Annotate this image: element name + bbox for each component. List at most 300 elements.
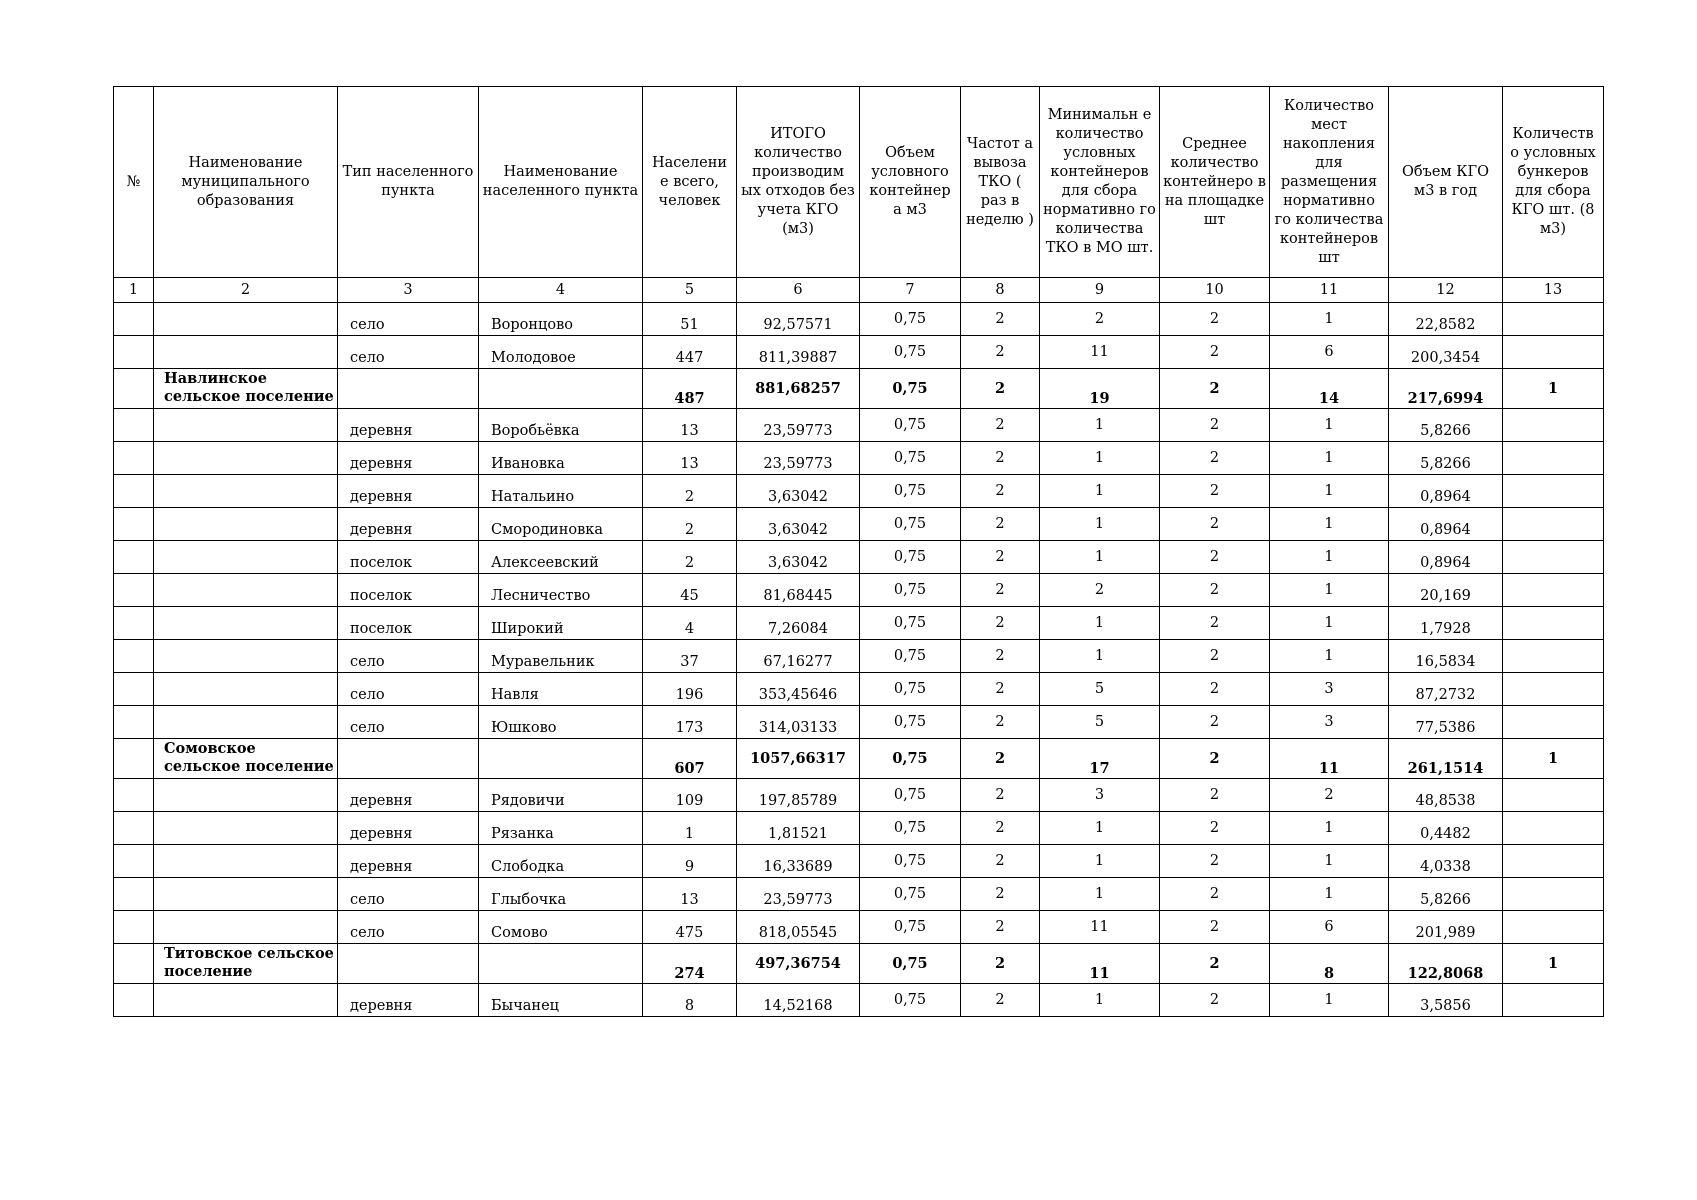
settlement-row xyxy=(114,541,1604,574)
kgo-bunkers-cell xyxy=(1503,911,1604,944)
population-cell: 2 xyxy=(643,508,737,541)
column-number: 8 xyxy=(961,278,1040,303)
population-cell: 9 xyxy=(643,845,737,878)
population-cell: 173 xyxy=(643,706,737,739)
kgo-bunkers-cell xyxy=(1503,673,1604,706)
container-volume-cell: 0,75 xyxy=(860,640,961,673)
header-row xyxy=(114,87,1604,278)
settlement-type-cell: поселок xyxy=(338,574,479,607)
settlement-name-cell: Слободка xyxy=(479,845,643,878)
settlement-name-cell xyxy=(479,944,643,984)
pickup-frequency-cell: 2 xyxy=(961,336,1040,369)
settlement-type-cell: деревня xyxy=(338,508,479,541)
settlement-name-cell: Лесничество xyxy=(479,574,643,607)
pickup-frequency-cell: 2 xyxy=(961,508,1040,541)
avg-containers-cell: 2 xyxy=(1160,878,1270,911)
population-cell: 13 xyxy=(643,878,737,911)
collection-places-cell: 6 xyxy=(1270,911,1389,944)
kgo-volume-cell: 261,1514 xyxy=(1389,739,1503,779)
population-cell: 607 xyxy=(643,739,737,779)
municipality-cell xyxy=(154,911,338,944)
population-cell: 51 xyxy=(643,303,737,336)
kgo-volume-cell: 3,5856 xyxy=(1389,984,1503,1017)
row-number-cell xyxy=(114,303,154,336)
row-number-cell xyxy=(114,541,154,574)
municipality-cell xyxy=(154,574,338,607)
settlement-type-cell: село xyxy=(338,878,479,911)
avg-containers-cell: 2 xyxy=(1160,303,1270,336)
collection-places-cell: 3 xyxy=(1270,706,1389,739)
column-number: 10 xyxy=(1160,278,1270,303)
column-number: 9 xyxy=(1040,278,1160,303)
pickup-frequency-cell: 2 xyxy=(961,369,1040,409)
pickup-frequency-cell: 2 xyxy=(961,739,1040,779)
settlement-row xyxy=(114,984,1604,1017)
settlement-name-cell: Юшково xyxy=(479,706,643,739)
settlement-type-cell xyxy=(338,369,479,409)
container-volume-cell: 0,75 xyxy=(860,673,961,706)
column-number: 4 xyxy=(479,278,643,303)
settlement-name-cell xyxy=(479,369,643,409)
min-containers-cell: 1 xyxy=(1040,878,1160,911)
total-waste-cell: 81,68445 xyxy=(737,574,860,607)
kgo-bunkers-cell xyxy=(1503,984,1604,1017)
settlement-type-cell: деревня xyxy=(338,812,479,845)
col-header-collection-places: Количество мест накопления для размещения нормативно го количества контейнеров шт xyxy=(1270,87,1389,278)
pickup-frequency-cell: 2 xyxy=(961,574,1040,607)
pickup-frequency-cell: 2 xyxy=(961,706,1040,739)
avg-containers-cell: 2 xyxy=(1160,706,1270,739)
settlement-type-cell: деревня xyxy=(338,475,479,508)
avg-containers-cell: 2 xyxy=(1160,508,1270,541)
min-containers-cell: 11 xyxy=(1040,336,1160,369)
col-header-total-waste: ИТОГО количество производим ых отходов без учета КГО (м3) xyxy=(737,87,860,278)
kgo-bunkers-cell xyxy=(1503,303,1604,336)
total-waste-cell: 14,52168 xyxy=(737,984,860,1017)
pickup-frequency-cell: 2 xyxy=(961,944,1040,984)
total-waste-cell: 353,45646 xyxy=(737,673,860,706)
municipality-cell xyxy=(154,442,338,475)
column-number: 7 xyxy=(860,278,961,303)
column-number: 6 xyxy=(737,278,860,303)
population-cell: 196 xyxy=(643,673,737,706)
settlement-name-cell: Навля xyxy=(479,673,643,706)
avg-containers-cell: 2 xyxy=(1160,640,1270,673)
population-cell: 4 xyxy=(643,607,737,640)
municipality-cell: Навлинское сельское поселение xyxy=(154,369,338,409)
collection-places-cell: 3 xyxy=(1270,673,1389,706)
kgo-bunkers-cell xyxy=(1503,878,1604,911)
min-containers-cell: 1 xyxy=(1040,984,1160,1017)
settlement-type-cell: село xyxy=(338,706,479,739)
population-cell: 37 xyxy=(643,640,737,673)
min-containers-cell: 1 xyxy=(1040,640,1160,673)
kgo-bunkers-cell xyxy=(1503,409,1604,442)
container-volume-cell: 0,75 xyxy=(860,574,961,607)
column-number: 2 xyxy=(154,278,338,303)
min-containers-cell: 5 xyxy=(1040,673,1160,706)
kgo-bunkers-cell xyxy=(1503,845,1604,878)
avg-containers-cell: 2 xyxy=(1160,442,1270,475)
settlement-type-cell xyxy=(338,739,479,779)
col-header-population: Населени е всего, человек xyxy=(643,87,737,278)
avg-containers-cell: 2 xyxy=(1160,845,1270,878)
kgo-bunkers-cell: 1 xyxy=(1503,739,1604,779)
kgo-volume-cell: 200,3454 xyxy=(1389,336,1503,369)
kgo-volume-cell: 0,8964 xyxy=(1389,541,1503,574)
min-containers-cell: 19 xyxy=(1040,369,1160,409)
min-containers-cell: 3 xyxy=(1040,779,1160,812)
settlement-type-cell: село xyxy=(338,673,479,706)
row-number-cell xyxy=(114,779,154,812)
settlement-name-cell: Ивановка xyxy=(479,442,643,475)
min-containers-cell: 1 xyxy=(1040,812,1160,845)
settlement-name-cell: Рядовичи xyxy=(479,779,643,812)
kgo-bunkers-cell xyxy=(1503,779,1604,812)
pickup-frequency-cell: 2 xyxy=(961,779,1040,812)
min-containers-cell: 1 xyxy=(1040,607,1160,640)
population-cell: 487 xyxy=(643,369,737,409)
collection-places-cell: 1 xyxy=(1270,541,1389,574)
total-waste-cell: 7,26084 xyxy=(737,607,860,640)
collection-places-cell: 1 xyxy=(1270,442,1389,475)
collection-places-cell: 1 xyxy=(1270,574,1389,607)
total-waste-cell: 314,03133 xyxy=(737,706,860,739)
municipality-cell xyxy=(154,607,338,640)
settlement-type-cell: деревня xyxy=(338,779,479,812)
column-number: 1 xyxy=(114,278,154,303)
col-header-kgo-bunkers: Количеств о условных бункеров для сбора КГО шт. (8 м3) xyxy=(1503,87,1604,278)
kgo-volume-cell: 0,8964 xyxy=(1389,508,1503,541)
municipality-cell xyxy=(154,878,338,911)
kgo-bunkers-cell: 1 xyxy=(1503,369,1604,409)
avg-containers-cell: 2 xyxy=(1160,574,1270,607)
municipality-cell: Титовское сельское поселение xyxy=(154,944,338,984)
min-containers-cell: 17 xyxy=(1040,739,1160,779)
column-number: 3 xyxy=(338,278,479,303)
settlement-name-cell xyxy=(479,739,643,779)
row-number-cell xyxy=(114,336,154,369)
pickup-frequency-cell: 2 xyxy=(961,878,1040,911)
collection-places-cell: 1 xyxy=(1270,812,1389,845)
kgo-volume-cell: 48,8538 xyxy=(1389,779,1503,812)
pickup-frequency-cell: 2 xyxy=(961,812,1040,845)
total-waste-cell: 811,39887 xyxy=(737,336,860,369)
total-waste-cell: 3,63042 xyxy=(737,508,860,541)
collection-places-cell: 2 xyxy=(1270,779,1389,812)
min-containers-cell: 1 xyxy=(1040,409,1160,442)
container-volume-cell: 0,75 xyxy=(860,369,961,409)
avg-containers-cell: 2 xyxy=(1160,607,1270,640)
min-containers-cell: 2 xyxy=(1040,303,1160,336)
settlement-row xyxy=(114,812,1604,845)
avg-containers-cell: 2 xyxy=(1160,911,1270,944)
collection-places-cell: 1 xyxy=(1270,508,1389,541)
population-cell: 8 xyxy=(643,984,737,1017)
min-containers-cell: 5 xyxy=(1040,706,1160,739)
settlement-type-cell: деревня xyxy=(338,442,479,475)
container-volume-cell: 0,75 xyxy=(860,336,961,369)
settlement-type-cell: село xyxy=(338,911,479,944)
col-header-settlement-type: Тип населенного пункта xyxy=(338,87,479,278)
row-number-cell xyxy=(114,574,154,607)
kgo-bunkers-cell: 1 xyxy=(1503,944,1604,984)
collection-places-cell: 14 xyxy=(1270,369,1389,409)
settlement-name-cell: Муравельник xyxy=(479,640,643,673)
container-volume-cell: 0,75 xyxy=(860,607,961,640)
kgo-bunkers-cell xyxy=(1503,640,1604,673)
container-volume-cell: 0,75 xyxy=(860,845,961,878)
avg-containers-cell: 2 xyxy=(1160,475,1270,508)
municipality-cell xyxy=(154,673,338,706)
pickup-frequency-cell: 2 xyxy=(961,911,1040,944)
container-volume-cell: 0,75 xyxy=(860,442,961,475)
pickup-frequency-cell: 2 xyxy=(961,442,1040,475)
avg-containers-cell: 2 xyxy=(1160,369,1270,409)
pickup-frequency-cell: 2 xyxy=(961,475,1040,508)
settlement-name-cell: Алексеевский xyxy=(479,541,643,574)
pickup-frequency-cell: 2 xyxy=(961,303,1040,336)
row-number-cell xyxy=(114,640,154,673)
container-volume-cell: 0,75 xyxy=(860,739,961,779)
pickup-frequency-cell: 2 xyxy=(961,845,1040,878)
settlement-row xyxy=(114,706,1604,739)
col-header-municipality: Наименование муниципального образования xyxy=(154,87,338,278)
avg-containers-cell: 2 xyxy=(1160,673,1270,706)
min-containers-cell: 1 xyxy=(1040,508,1160,541)
settlement-type-cell xyxy=(338,944,479,984)
pickup-frequency-cell: 2 xyxy=(961,541,1040,574)
avg-containers-cell: 2 xyxy=(1160,812,1270,845)
collection-places-cell: 1 xyxy=(1270,984,1389,1017)
settlement-name-cell: Сомово xyxy=(479,911,643,944)
kgo-bunkers-cell xyxy=(1503,574,1604,607)
population-cell: 13 xyxy=(643,409,737,442)
population-cell: 2 xyxy=(643,475,737,508)
settlement-row xyxy=(114,574,1604,607)
row-number-cell xyxy=(114,845,154,878)
kgo-bunkers-cell xyxy=(1503,706,1604,739)
min-containers-cell: 11 xyxy=(1040,944,1160,984)
total-waste-cell: 1057,66317 xyxy=(737,739,860,779)
pickup-frequency-cell: 2 xyxy=(961,409,1040,442)
column-number-row xyxy=(114,278,1604,303)
settlement-name-cell: Бычанец xyxy=(479,984,643,1017)
settlement-row xyxy=(114,878,1604,911)
kgo-bunkers-cell xyxy=(1503,607,1604,640)
settlement-type-cell: деревня xyxy=(338,409,479,442)
kgo-volume-cell: 5,8266 xyxy=(1389,878,1503,911)
settlement-row xyxy=(114,607,1604,640)
kgo-bunkers-cell xyxy=(1503,336,1604,369)
row-number-cell xyxy=(114,706,154,739)
settlement-row xyxy=(114,409,1604,442)
row-number-cell xyxy=(114,878,154,911)
column-number: 11 xyxy=(1270,278,1389,303)
row-number-cell xyxy=(114,409,154,442)
container-volume-cell: 0,75 xyxy=(860,508,961,541)
pickup-frequency-cell: 2 xyxy=(961,673,1040,706)
avg-containers-cell: 2 xyxy=(1160,739,1270,779)
settlement-type-cell: село xyxy=(338,336,479,369)
settlement-type-cell: поселок xyxy=(338,607,479,640)
settlement-name-cell: Воробьёвка xyxy=(479,409,643,442)
row-number-cell xyxy=(114,984,154,1017)
collection-places-cell: 1 xyxy=(1270,475,1389,508)
population-cell: 1 xyxy=(643,812,737,845)
kgo-volume-cell: 16,5834 xyxy=(1389,640,1503,673)
avg-containers-cell: 2 xyxy=(1160,944,1270,984)
total-waste-cell: 23,59773 xyxy=(737,409,860,442)
settlement-row xyxy=(114,779,1604,812)
settlement-row xyxy=(114,911,1604,944)
total-waste-cell: 23,59773 xyxy=(737,878,860,911)
total-waste-cell: 67,16277 xyxy=(737,640,860,673)
settlement-row xyxy=(114,442,1604,475)
collection-places-cell: 6 xyxy=(1270,336,1389,369)
min-containers-cell: 1 xyxy=(1040,442,1160,475)
kgo-volume-cell: 20,169 xyxy=(1389,574,1503,607)
waste-table xyxy=(113,86,1604,1017)
container-volume-cell: 0,75 xyxy=(860,475,961,508)
row-number-cell xyxy=(114,607,154,640)
municipality-total-row xyxy=(114,369,1604,409)
kgo-volume-cell: 217,6994 xyxy=(1389,369,1503,409)
row-number-cell xyxy=(114,812,154,845)
col-header-kgo-volume: Объем КГО м3 в год xyxy=(1389,87,1503,278)
collection-places-cell: 8 xyxy=(1270,944,1389,984)
kgo-volume-cell: 87,2732 xyxy=(1389,673,1503,706)
total-waste-cell: 16,33689 xyxy=(737,845,860,878)
container-volume-cell: 0,75 xyxy=(860,706,961,739)
kgo-bunkers-cell xyxy=(1503,508,1604,541)
row-number-cell xyxy=(114,944,154,984)
municipality-total-row xyxy=(114,739,1604,779)
total-waste-cell: 497,36754 xyxy=(737,944,860,984)
kgo-bunkers-cell xyxy=(1503,442,1604,475)
kgo-volume-cell: 4,0338 xyxy=(1389,845,1503,878)
row-number-cell xyxy=(114,369,154,409)
container-volume-cell: 0,75 xyxy=(860,878,961,911)
settlement-row xyxy=(114,845,1604,878)
settlement-row xyxy=(114,640,1604,673)
avg-containers-cell: 2 xyxy=(1160,984,1270,1017)
total-waste-cell: 3,63042 xyxy=(737,541,860,574)
settlement-name-cell: Смородиновка xyxy=(479,508,643,541)
pickup-frequency-cell: 2 xyxy=(961,984,1040,1017)
settlement-name-cell: Широкий xyxy=(479,607,643,640)
collection-places-cell: 1 xyxy=(1270,878,1389,911)
col-header-number: № xyxy=(114,87,154,278)
collection-places-cell: 1 xyxy=(1270,845,1389,878)
municipality-total-row xyxy=(114,944,1604,984)
municipality-cell xyxy=(154,303,338,336)
municipality-cell xyxy=(154,845,338,878)
collection-places-cell: 1 xyxy=(1270,640,1389,673)
avg-containers-cell: 2 xyxy=(1160,541,1270,574)
collection-places-cell: 1 xyxy=(1270,409,1389,442)
settlement-type-cell: деревня xyxy=(338,984,479,1017)
settlement-type-cell: поселок xyxy=(338,541,479,574)
col-header-avg-containers: Среднее количество контейнеро в на площадке шт xyxy=(1160,87,1270,278)
min-containers-cell: 2 xyxy=(1040,574,1160,607)
settlement-name-cell: Воронцово xyxy=(479,303,643,336)
municipality-cell xyxy=(154,475,338,508)
kgo-volume-cell: 0,8964 xyxy=(1389,475,1503,508)
total-waste-cell: 197,85789 xyxy=(737,779,860,812)
avg-containers-cell: 2 xyxy=(1160,409,1270,442)
municipality-cell xyxy=(154,541,338,574)
total-waste-cell: 23,59773 xyxy=(737,442,860,475)
column-number: 13 xyxy=(1503,278,1604,303)
population-cell: 274 xyxy=(643,944,737,984)
min-containers-cell: 1 xyxy=(1040,475,1160,508)
settlement-type-cell: деревня xyxy=(338,845,479,878)
settlement-name-cell: Натальино xyxy=(479,475,643,508)
settlement-type-cell: село xyxy=(338,640,479,673)
settlement-name-cell: Рязанка xyxy=(479,812,643,845)
row-number-cell xyxy=(114,911,154,944)
container-volume-cell: 0,75 xyxy=(860,409,961,442)
col-header-min-containers: Минимальн е количество условных контейнеров для сбора нормативно го количества ТКО в МО шт. xyxy=(1040,87,1160,278)
settlement-row xyxy=(114,475,1604,508)
collection-places-cell: 11 xyxy=(1270,739,1389,779)
avg-containers-cell: 2 xyxy=(1160,779,1270,812)
municipality-cell xyxy=(154,336,338,369)
municipality-cell xyxy=(154,984,338,1017)
settlement-name-cell: Молодовое xyxy=(479,336,643,369)
kgo-bunkers-cell xyxy=(1503,541,1604,574)
min-containers-cell: 1 xyxy=(1040,541,1160,574)
kgo-volume-cell: 201,989 xyxy=(1389,911,1503,944)
settlement-row xyxy=(114,508,1604,541)
row-number-cell xyxy=(114,739,154,779)
municipality-cell xyxy=(154,409,338,442)
collection-places-cell: 1 xyxy=(1270,607,1389,640)
column-number: 5 xyxy=(643,278,737,303)
population-cell: 45 xyxy=(643,574,737,607)
kgo-volume-cell: 1,7928 xyxy=(1389,607,1503,640)
min-containers-cell: 1 xyxy=(1040,845,1160,878)
population-cell: 447 xyxy=(643,336,737,369)
avg-containers-cell: 2 xyxy=(1160,336,1270,369)
total-waste-cell: 818,05545 xyxy=(737,911,860,944)
settlement-type-cell: село xyxy=(338,303,479,336)
min-containers-cell: 11 xyxy=(1040,911,1160,944)
kgo-volume-cell: 22,8582 xyxy=(1389,303,1503,336)
population-cell: 2 xyxy=(643,541,737,574)
col-header-settlement-name: Наименование населенного пункта xyxy=(479,87,643,278)
municipality-cell xyxy=(154,812,338,845)
row-number-cell xyxy=(114,442,154,475)
container-volume-cell: 0,75 xyxy=(860,541,961,574)
municipality-cell xyxy=(154,706,338,739)
kgo-volume-cell: 5,8266 xyxy=(1389,409,1503,442)
row-number-cell xyxy=(114,508,154,541)
pickup-frequency-cell: 2 xyxy=(961,640,1040,673)
kgo-bunkers-cell xyxy=(1503,475,1604,508)
total-waste-cell: 881,68257 xyxy=(737,369,860,409)
container-volume-cell: 0,75 xyxy=(860,779,961,812)
kgo-volume-cell: 122,8068 xyxy=(1389,944,1503,984)
col-header-pickup-frequency: Частот а вывоза ТКО ( раз в неделю ) xyxy=(961,87,1040,278)
population-cell: 13 xyxy=(643,442,737,475)
population-cell: 475 xyxy=(643,911,737,944)
kgo-volume-cell: 5,8266 xyxy=(1389,442,1503,475)
settlement-row xyxy=(114,303,1604,336)
column-number: 12 xyxy=(1389,278,1503,303)
kgo-volume-cell: 0,4482 xyxy=(1389,812,1503,845)
